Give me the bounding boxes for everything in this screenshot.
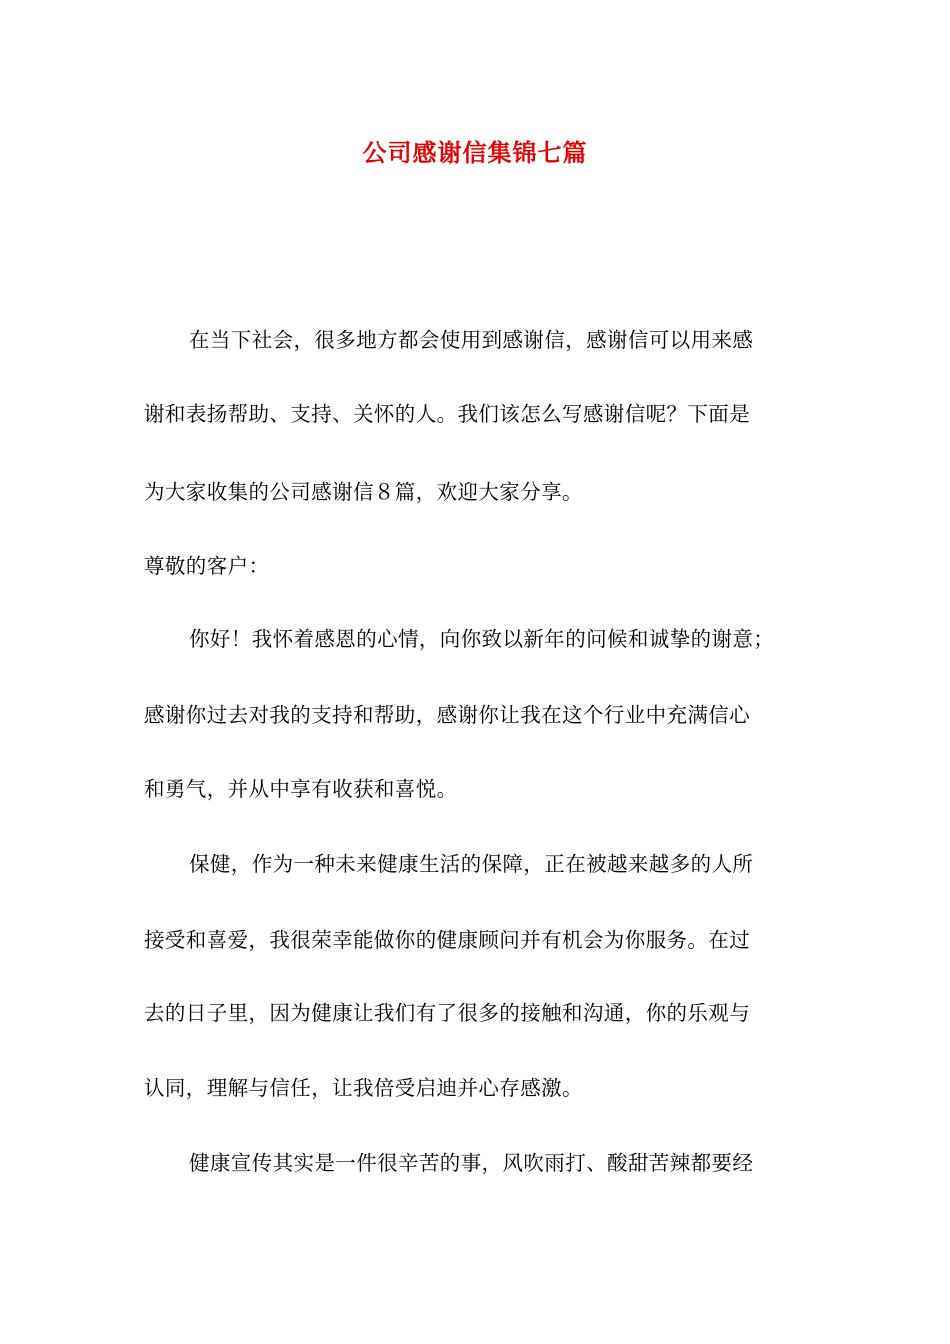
paragraph-line: 你好！我怀着感恩的心情，向你致以新年的问候和诚挚的谢意； <box>189 627 775 651</box>
paragraph-line: 在当下社会，很多地方都会使用到感谢信，感谢信可以用来感 <box>189 328 754 352</box>
paragraph-line: 认同，理解与信任，让我倍受启迪并心存感激。 <box>144 1076 583 1100</box>
paragraph-line: 感谢你过去对我的支持和帮助，感谢你让我在这个行业中充满信心 <box>144 703 751 727</box>
document-title: 公司感谢信集锦七篇 <box>362 138 588 167</box>
paragraph-line: 保健，作为一种未来健康生活的保障，正在被越来越多的人所 <box>189 852 754 876</box>
paragraph-line: 健康宣传其实是一件很辛苦的事，风吹雨打、酸甜苦辣都要经 <box>189 1151 754 1175</box>
salutation: 尊敬的客户： <box>144 554 270 578</box>
paragraph-line: 为大家收集的公司感谢信８篇，欢迎大家分享。 <box>144 480 583 504</box>
paragraph-line: 去的日子里，因为健康让我们有了很多的接触和沟通，你的乐观与 <box>144 1001 751 1025</box>
paragraph-line: 接受和喜爱，我很荣幸能做你的健康顾问并有机会为你服务。在过 <box>144 928 751 952</box>
paragraph-line: 谢和表扬帮助、支持、关怀的人。我们该怎么写感谢信呢？下面是 <box>144 402 751 426</box>
paragraph-line: 和勇气，并从中享有收获和喜悦。 <box>144 777 458 801</box>
